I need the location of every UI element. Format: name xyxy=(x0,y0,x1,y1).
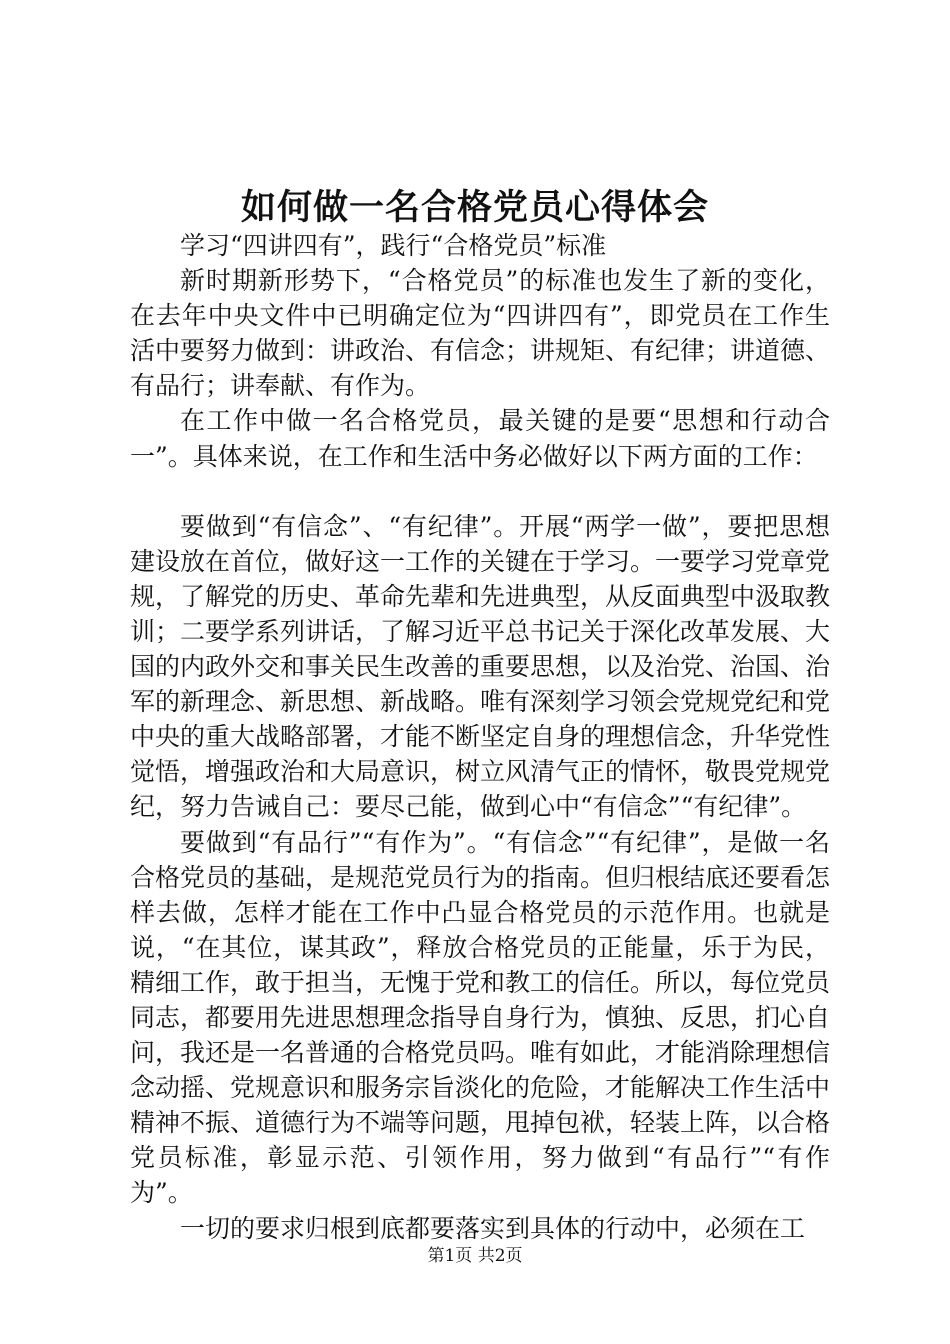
document-title: 如何做一名合格党员心得体会 xyxy=(240,187,709,228)
paragraph-subtitle: 学习“四讲四有”，践行“合格党员”标准 xyxy=(180,231,607,260)
paragraph-belief-discipline: 要做到“有信念”、“有纪律”。开展“两学一做”，要把思想建设放在首位，做好这一工作的关键在于学习。一要学习党章党规，了解党的历史、革命先辈和先进典型，从反面典型中汲取教训；二要学系列讲话，了解习近平总书记关于深化改革发展、大国的内政外交和事关民生改善的重要思想，以及治党、治国、治军的新理念、新思想、新战略。唯有深刻学习领会党规党纪和党中央的重大战略部署，才能不断坚定自身的理想信念，升华党性觉悟，增强政治和大局意识，树立风清气正的情怀，敬畏党规党纪，努力告诫自己：要尽己能，做到心中“有信念”“有纪律”。 xyxy=(130,511,831,822)
document-body xyxy=(130,228,830,1246)
paragraph-conduct-action: 要做到“有品行”“有作为”。“有信念”“有纪律”，是做一名合格党员的基础，是规范党员行为的指南。但归根结底还要看怎样去做，怎样才能在工作中凸显合格党员的示范作用。也就是说，“在其位，谋其政”，释放合格党员的正能量，乐于为民，精细工作，敢于担当，无愧于党和教工的信任。所以，每位党员同志，都要用先进思想理念指导自身行为，慎独、反思，扪心自问，我还是一名普通的合格党员吗。唯有如此，才能消除理想信念动摇、党规意识和服务宗旨淡化的危险，才能解决工作生活中精神不振、道德行为不端等问题，甩掉包袱，轻装上阵，以合格党员标准，彰显示范、引领作用，努力做到“有品行”“有作为”。 xyxy=(130,827,831,1208)
paragraph-spacer xyxy=(130,474,830,509)
paragraph-new-standard: 新时期新形势下，“合格党员”的标准也发生了新的变化，在去年中央文件中已明确定位为“四讲四有”，即党员在工作生活中要努力做到：讲政治、有信念；讲规矩、有纪律；讲道德、有品行；讲奉献、有作为。 xyxy=(130,266,831,401)
page-number-footer: 第1页 共2页 xyxy=(427,1246,523,1266)
paragraph-key-point: 在工作中做一名合格党员，最关键的是要“思想和行动合一”。具体来说，在工作和生活中务必做好以下两方面的工作： xyxy=(130,406,830,471)
paragraph-conclusion: 一切的要求归根到底都要落实到具体的行动中，必须在工 xyxy=(180,1213,806,1243)
